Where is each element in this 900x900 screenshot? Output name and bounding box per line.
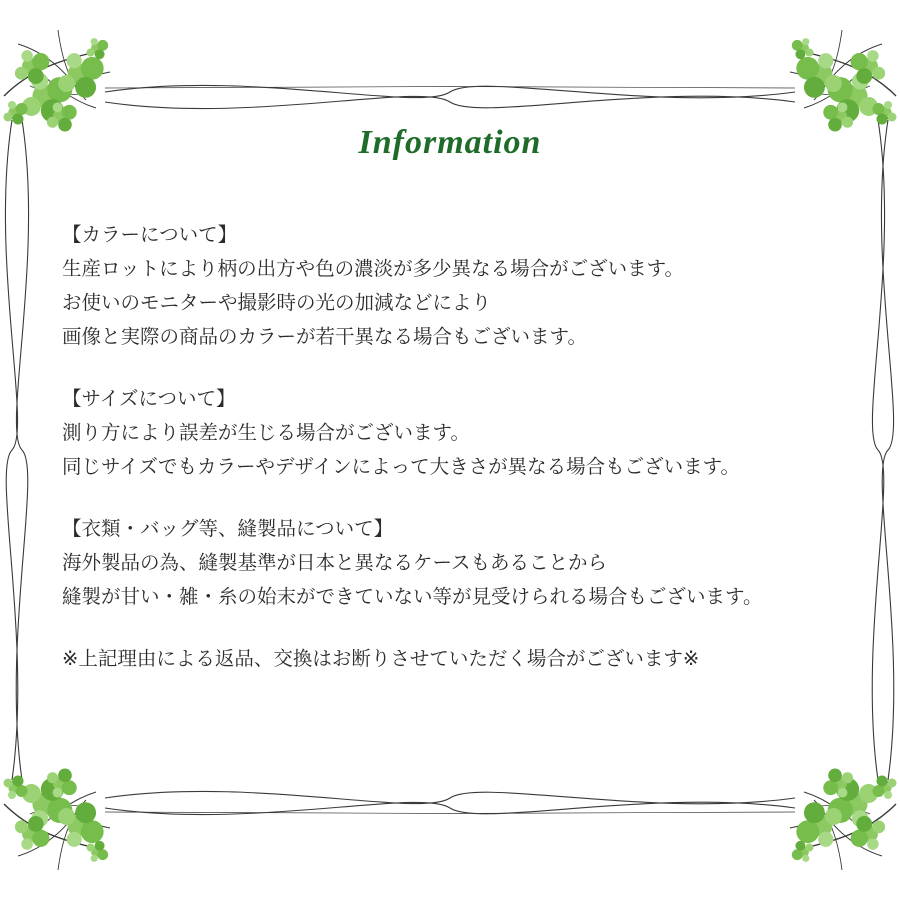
section-line: 縫製が甘い・雑・糸の始末ができていない等が見受けられる場合もございます。 — [62, 585, 763, 608]
page-title: Information — [358, 124, 542, 161]
section-line: 同じサイズでもカラーやデザインによって大きさが異なる場合もございます。 — [62, 455, 741, 478]
section-size — [62, 382, 852, 484]
section-line: 測り方により誤差が生じる場合がございます。 — [62, 421, 470, 444]
section-line: お使いのモニターや撮影時の光の加減などにより — [62, 291, 492, 314]
section-heading: 【衣類・バッグ等、縫製品について】 — [62, 517, 394, 540]
section-heading: 【サイズについて】 — [62, 387, 236, 410]
section-line: 画像と実際の商品のカラーが若干異なる場合もございます。 — [62, 325, 587, 348]
section-line: 生産ロットにより柄の出方や色の濃淡が多少異なる場合がございます。 — [62, 257, 685, 280]
section-line: 海外製品の為、縫製基準が日本と異なるケースもあることから — [62, 551, 608, 574]
section-heading: 【カラーについて】 — [62, 223, 238, 246]
footnote — [62, 642, 852, 676]
section-sewn-products — [62, 512, 852, 614]
footnote-line: ※上記理由による返品、交換はお断りさせていただく場合がございます※ — [62, 647, 700, 670]
section-color — [62, 218, 852, 354]
information-body — [62, 218, 852, 676]
